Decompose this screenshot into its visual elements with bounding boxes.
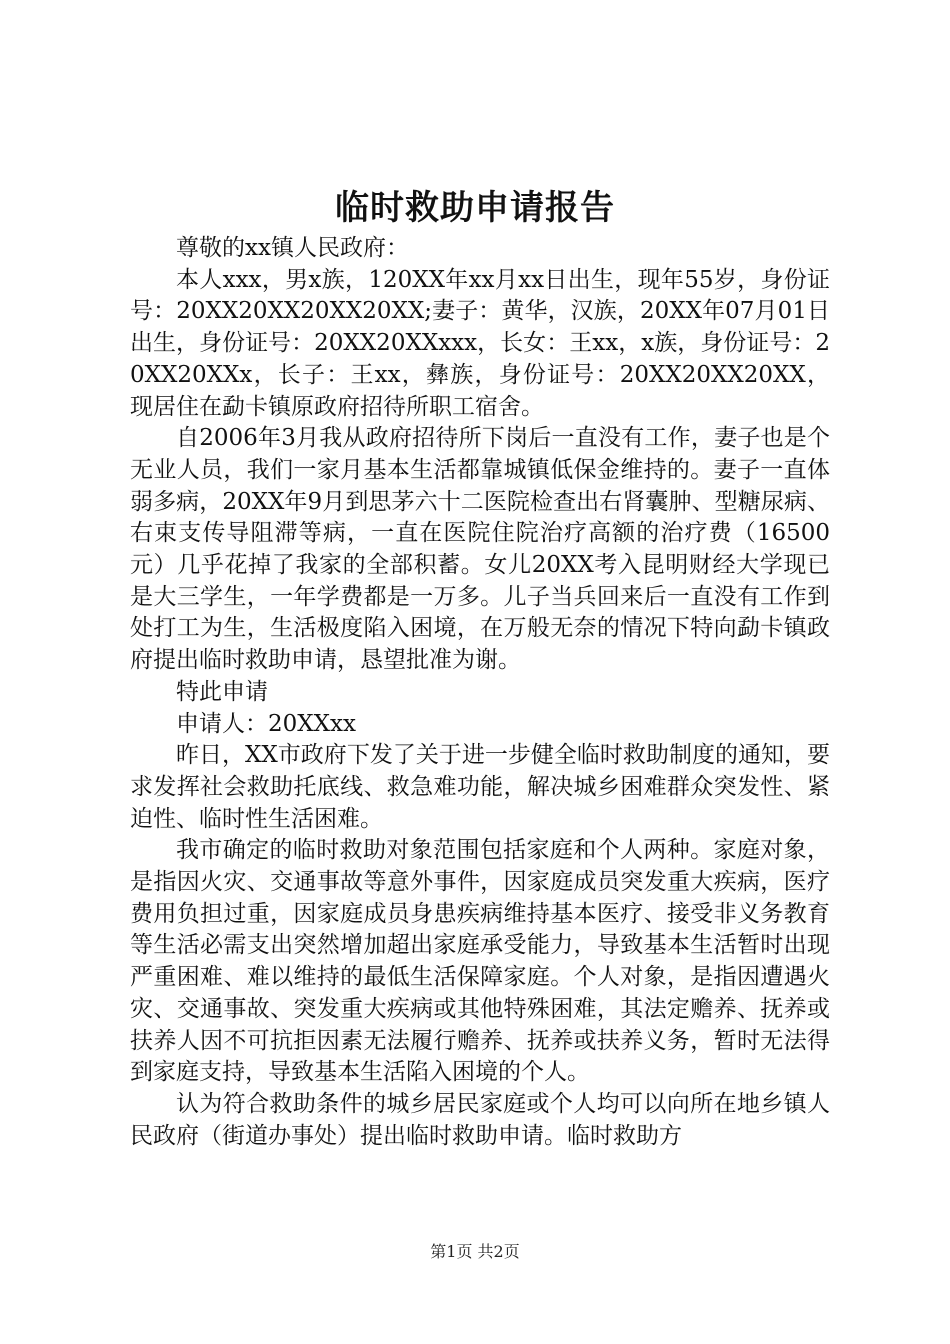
notice-paragraph: 昨日，XX市政府下发了关于进一步健全临时救助制度的通知，要求发挥社会救助托底线、救急难功能，解决城乡困难群众突发性、紧迫性、临时性生活困难。: [130, 742, 830, 832]
closing-line: 特此申请: [176, 678, 268, 705]
hardship-paragraph: 自2006年3月我从政府招待所下岗后一直没有工作，妻子也是个无业人员，我们一家月基本生活都靠城镇低保金维持的。妻子一直体弱多病，20XX年9月到思茅六十二医院检查出右肾囊肿、型糖尿病、右束支传导阻滞等病，一直在医院住院治疗高额的治疗费（16500元）几乎花掉了我家的全部积蓄。女儿20XX考入昆明财经大学现已是大三学生，一年学费都是一万多。儿子当兵回来后一直没有工作到处打工为生，生活极度陷入困境，在万般无奈的情况下特向勐卡镇政府提出临时救助申请，恳望批准为谢。: [130, 425, 830, 674]
salutation: 尊敬的xx镇人民政府：: [176, 235, 409, 261]
eligibility-paragraph: 我市确定的临时救助对象范围包括家庭和个人两种。家庭对象，是指因火灾、交通事故等意外事件，因家庭成员突发重大疾病，医疗费用负担过重，因家庭成员身患疾病维持基本医疗、接受非义务教育等生活必需支出突然增加超出家庭承受能力，导致基本生活暂时出现严重困难、难以维持的最低生活保障家庭。个人对象，是指因遭遇火灾、交通事故、突发重大疾病或其他特殊困难，其法定赡养、抚养或扶养人因不可抗拒因素无法履行赡养、抚养或扶养义务，暂时无法得到家庭支持，导致基本生活陷入困境的个人。: [130, 837, 830, 1086]
page-number: 第1页 共2页: [430, 1242, 520, 1261]
applicant-signature: 申请人：20XXxx: [176, 710, 356, 737]
document-body: [130, 233, 830, 1152]
document-title: 临时救助申请报告: [335, 188, 615, 228]
application-paragraph: 认为符合救助条件的城乡居民家庭或个人均可以向所在地乡镇人民政府（街道办事处）提出临时救助申请。临时救助方: [130, 1090, 830, 1149]
applicant-info-paragraph: 本人xxx，男x族，120XX年xx月xx日出生，现年55岁，身份证号：20XX20XX20XX20XX;妻子：黄华，汉族，20XX年07月01日出生，身份证号：20XX20XXxxx，长女：王xx，x族，身份证号：20XX20XXx，长子：王xx，彝族，身份证号：20XX20XX20XX，现居住在勐卡镇原政府招待所职工宿舍。: [130, 266, 830, 420]
